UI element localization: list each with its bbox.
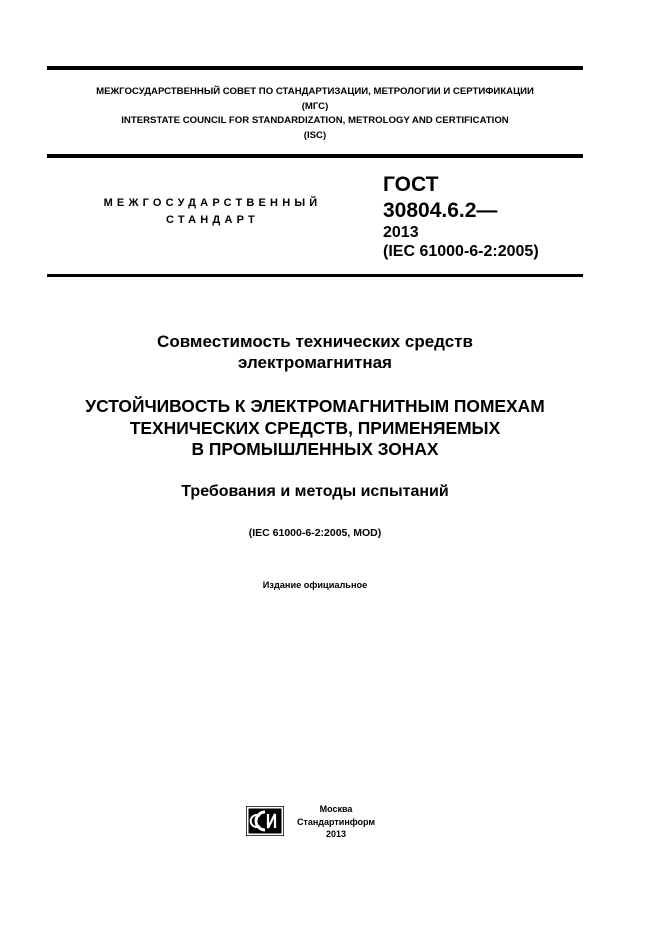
publisher-year: 2013 xyxy=(325,829,347,839)
title-line2: электромагнитная xyxy=(238,353,392,372)
publisher-info xyxy=(294,803,378,841)
standartinform-logo-icon xyxy=(246,806,284,836)
gost-designation xyxy=(383,172,539,261)
document-subtitle: Требования и методы испытаний xyxy=(181,483,449,500)
gost-number: 30804.6.2— xyxy=(383,199,498,222)
main-title-line1: УСТОЙЧИВОСТЬ К ЭЛЕКТРОМАГНИТНЫМ ПОМЕХАМ xyxy=(85,396,545,416)
title-line1: Совместимость технических средств xyxy=(157,332,473,351)
council-header xyxy=(47,85,583,143)
gost-prefix: ГОСТ xyxy=(383,173,439,196)
publisher-name: Стандартинформ xyxy=(296,816,376,827)
standard-type-line1: МЕЖГОСУДАРСТВЕННЫЙ xyxy=(103,197,322,209)
council-abbr-en: (ISC) xyxy=(303,129,327,141)
header-rule xyxy=(47,154,583,158)
iec-mod-reference: (IEC 61000-6-2:2005, MOD) xyxy=(248,527,382,539)
designation-rule xyxy=(47,274,583,277)
standard-type-line2: СТАНДАРТ xyxy=(166,214,259,226)
document-title-general xyxy=(47,331,583,373)
document-title-main xyxy=(20,396,610,461)
main-title-line3: В ПРОМЫШЛЕННЫХ ЗОНАХ xyxy=(191,439,439,459)
council-abbr-ru: (МГС) xyxy=(301,100,329,112)
gost-year: 2013 xyxy=(383,224,419,241)
standard-type-label xyxy=(70,195,355,229)
publisher-city: Москва xyxy=(319,804,353,814)
top-rule xyxy=(47,66,583,70)
edition-note: Издание официальное xyxy=(262,580,368,590)
council-name-en: INTERSTATE COUNCIL FOR STANDARDIZATION, METROLOGY AND CERTIFICATION xyxy=(121,115,509,126)
main-title-line2: ТЕХНИЧЕСКИХ СРЕДСТВ, ПРИМЕНЯЕМЫХ xyxy=(129,417,501,438)
council-name-ru: МЕЖГОСУДАРСТВЕННЫЙ СОВЕТ ПО СТАНДАРТИЗАЦИИ, МЕТРОЛОГИИ И СЕРТИФИКАЦИИ xyxy=(96,86,534,97)
gost-iec-reference: (IEC 61000-6-2:2005) xyxy=(383,243,539,260)
